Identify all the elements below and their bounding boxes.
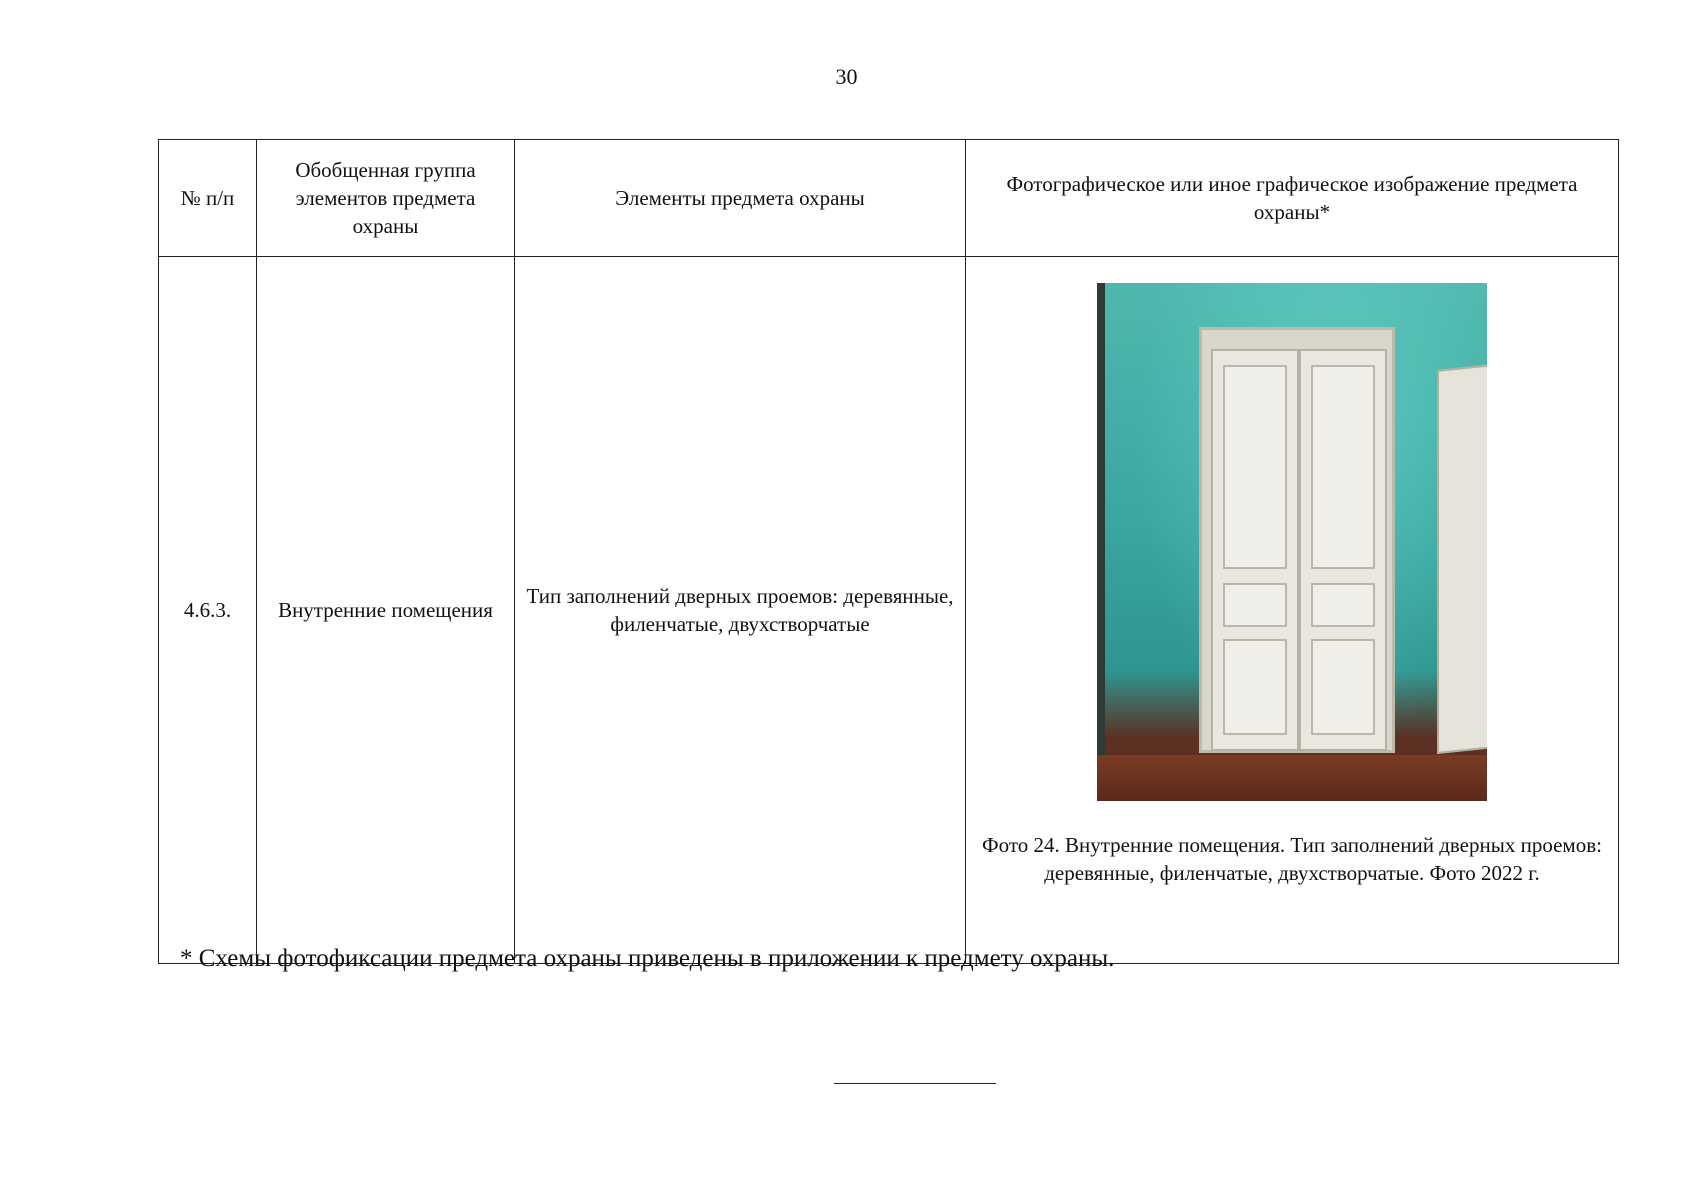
door-panel (1311, 365, 1375, 569)
door-panel (1311, 583, 1375, 627)
header-elements: Элементы предмета охраны (515, 140, 966, 257)
door-photo (1097, 283, 1487, 801)
door-leaf-left (1211, 349, 1299, 751)
header-group: Обобщенная группа элементов предмета охраны (257, 140, 515, 257)
protection-elements-table (158, 139, 1619, 964)
door-panel (1311, 639, 1375, 735)
cell-elements: Тип заполнений дверных проемов: деревянные, филенчатые, двухстворчатые (515, 257, 966, 964)
footnote: * Схемы фотофиксации предмета охраны приведены в приложении к предмету охраны. (180, 945, 1115, 972)
door-panel (1223, 583, 1287, 627)
door-leaf-right (1299, 349, 1387, 751)
wooden-floor (1097, 755, 1487, 801)
door-panel (1223, 365, 1287, 569)
cell-number: 4.6.3. (159, 257, 257, 964)
cell-image (966, 257, 1619, 964)
table-header-row (159, 140, 1619, 257)
header-image: Фотографическое или иное графическое изображение предмета охраны* (966, 140, 1619, 257)
page-number: 30 (835, 64, 858, 89)
open-door-leaf (1437, 364, 1487, 754)
photo-left-edge (1097, 283, 1105, 801)
photo-caption: Фото 24. Внутренние помещения. Тип заполнений дверных проемов: деревянные, филенчатые, двухстворчатые. Фото 2022 г. (982, 833, 1602, 885)
door-panel (1223, 639, 1287, 735)
header-number: № п/п (159, 140, 257, 257)
cell-group: Внутренние помещения (257, 257, 515, 964)
table-row (159, 257, 1619, 964)
end-separator-line (834, 1083, 996, 1084)
